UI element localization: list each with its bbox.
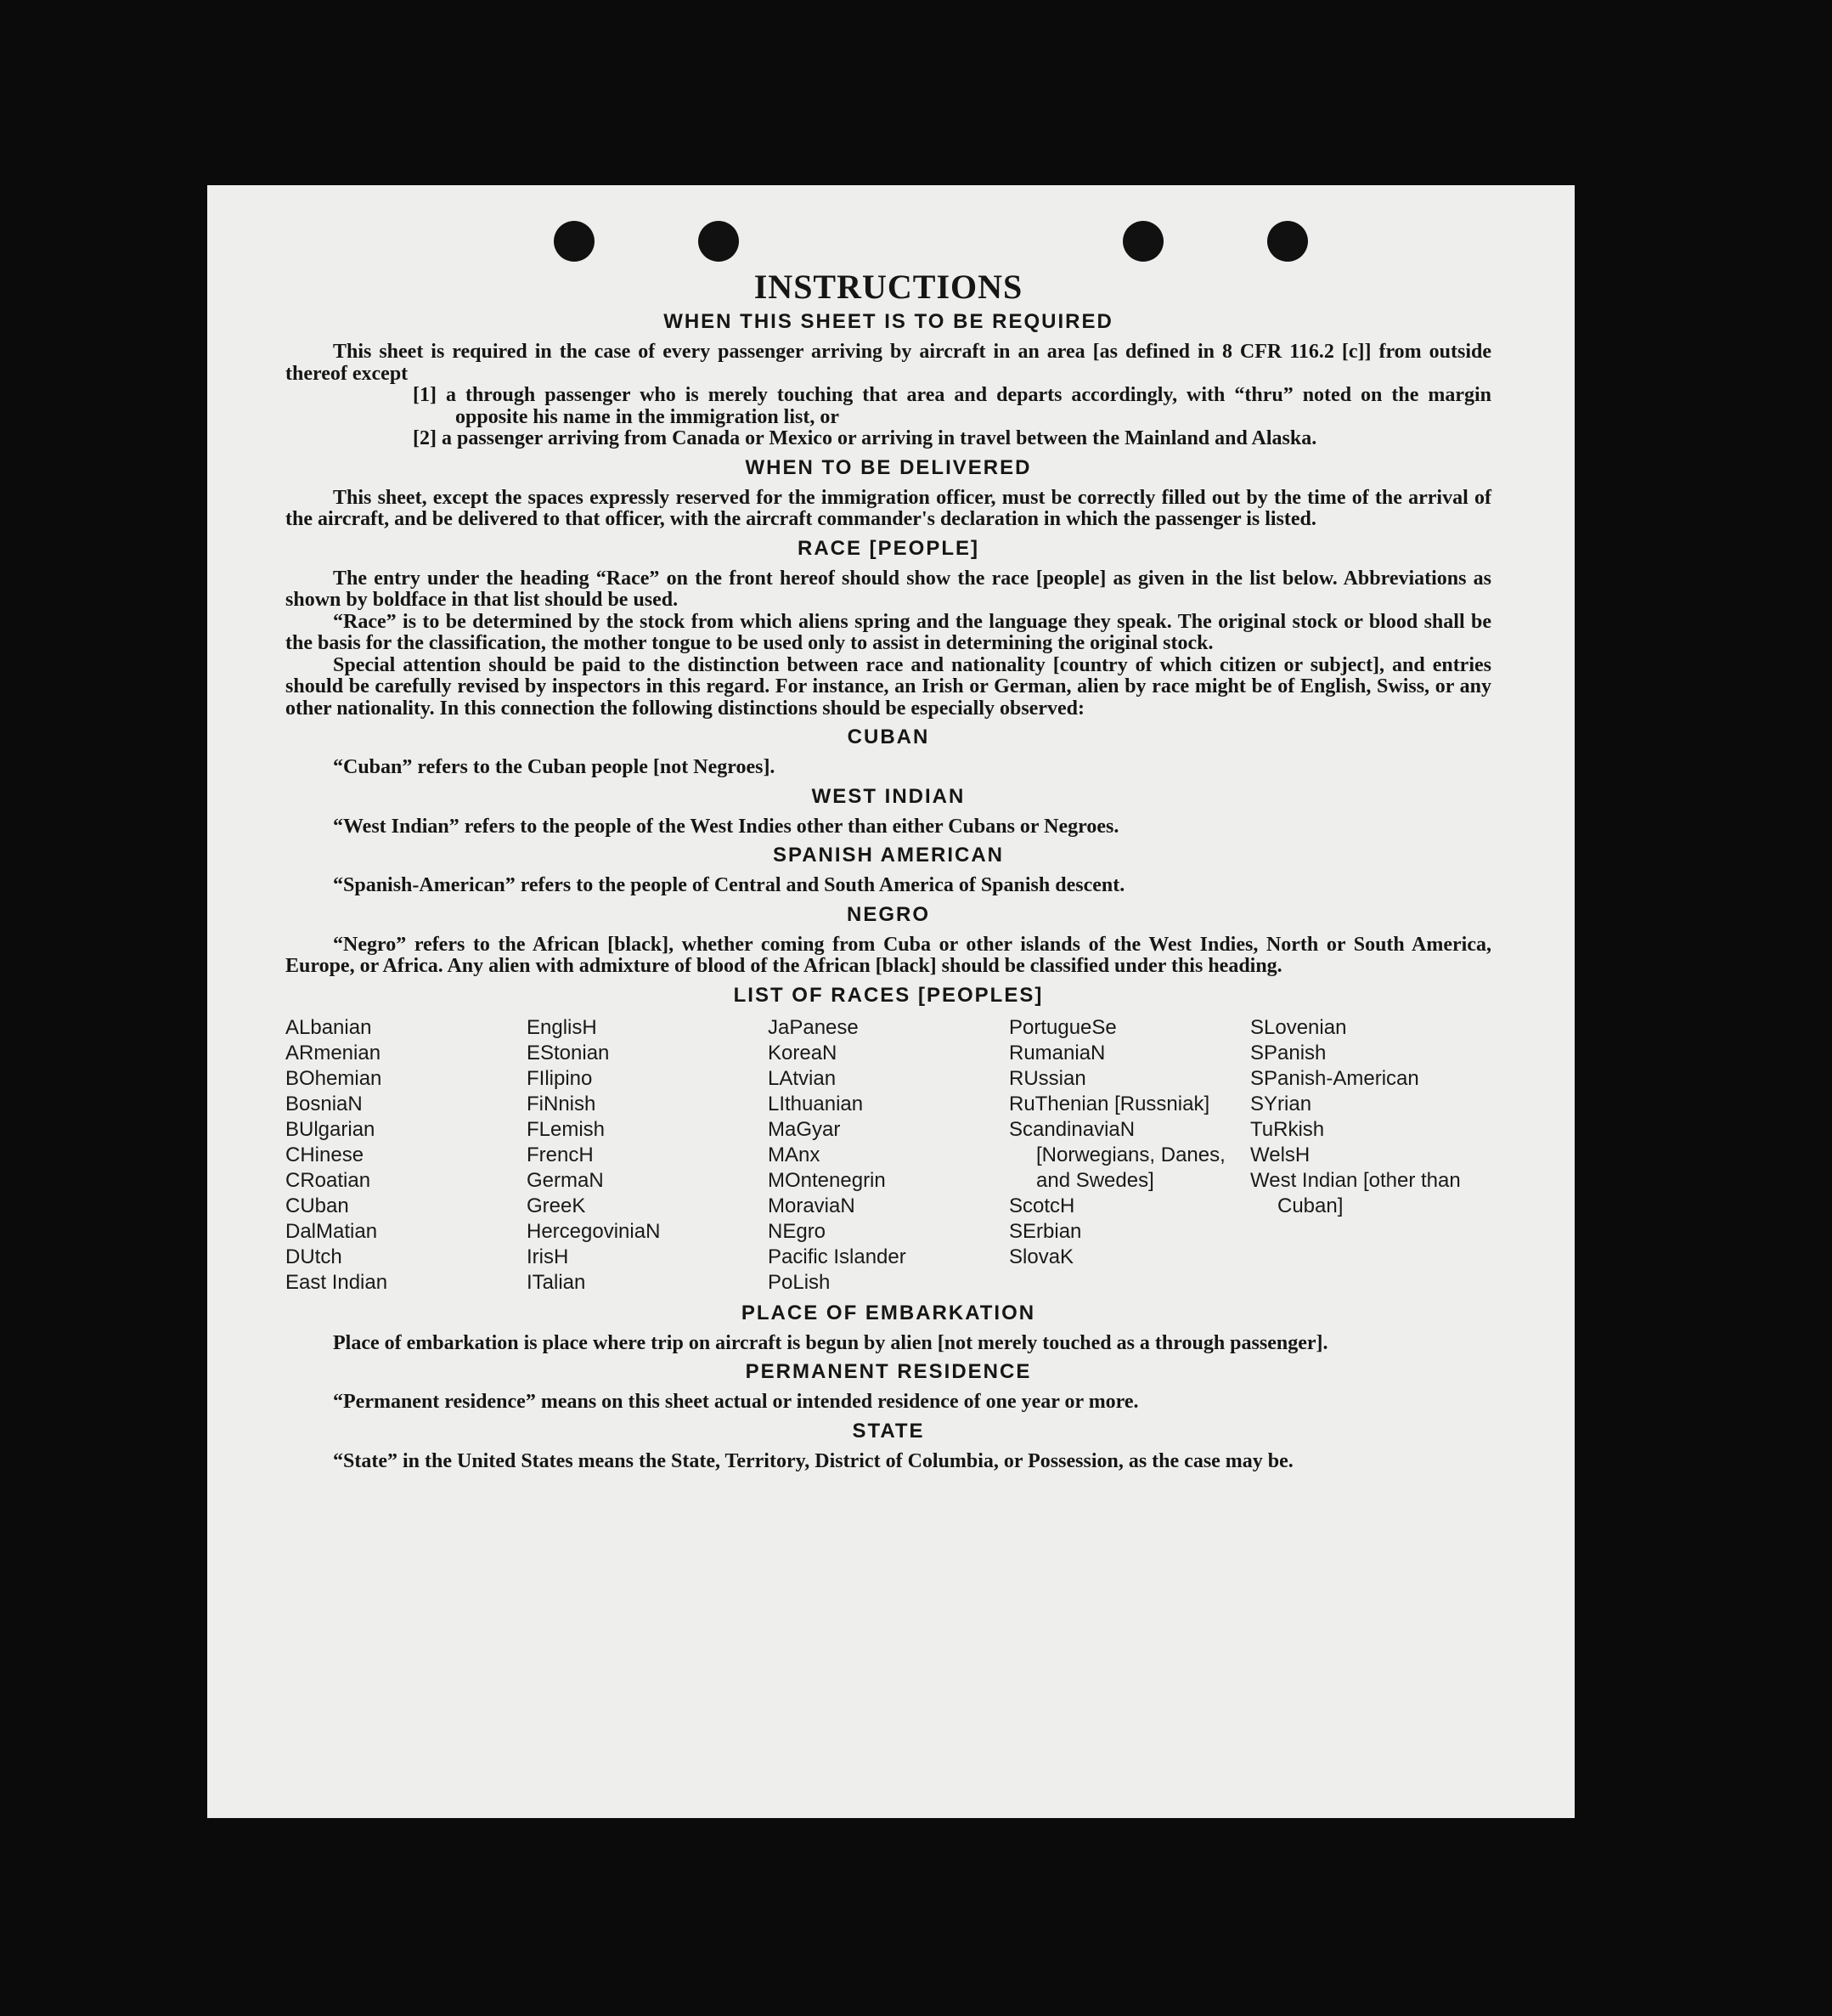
race-item: SPanish-American	[1250, 1066, 1419, 1090]
race-item: West Indian [other than Cuban]	[1250, 1168, 1461, 1217]
page-title: INSTRUCTIONS	[753, 268, 1023, 306]
instructions-body	[285, 268, 1491, 1472]
race-item: CRoatian	[285, 1168, 371, 1192]
race-item: EnglisH	[527, 1015, 597, 1039]
punch-hole	[698, 221, 739, 262]
race-item: LIthuanian	[768, 1092, 864, 1115]
race-item: KoreaN	[768, 1041, 837, 1064]
section-heading-races: LIST OF RACES [PEOPLES]	[733, 983, 1044, 1007]
race-item: MoraviaN	[768, 1194, 855, 1217]
race-item: ALbanian	[285, 1015, 372, 1039]
race-item: FrencH	[527, 1143, 594, 1166]
race-item: SErbian	[1009, 1219, 1082, 1243]
section-heading-embarkation: PLACE OF EMBARKATION	[741, 1301, 1036, 1324]
race-item: DalMatian	[285, 1219, 378, 1243]
race-item: SLovenian	[1250, 1015, 1347, 1039]
race-item: EStonian	[527, 1041, 610, 1064]
race-item: East Indian	[285, 1270, 388, 1294]
race-item: FLemish	[527, 1117, 606, 1141]
section-heading-residence: PERMANENT RESIDENCE	[745, 1360, 1032, 1383]
paragraph: This sheet is required in the case of every passenger arriving by aircraft in an area [as defined in 8 CFR 116.2 [c]] from outside thereof except	[285, 341, 1491, 385]
race-item: RuThenian [Russniak]	[1009, 1092, 1210, 1115]
race-item: JaPanese	[768, 1015, 859, 1039]
race-item: ARmenian	[285, 1041, 381, 1064]
race-item: ScandinaviaN [Norwegians, Danes, and Swedes]	[1009, 1117, 1226, 1192]
paragraph: Special attention should be paid to the distinction between race and nationality [country of which citizen or subject], and entries should be carefully revised by inspectors in this regard. For instance, an Irish or German, alien by race might be of English, Swiss, or any other nationality. In this connection the following distinctions should be especially observed:	[285, 653, 1491, 720]
section-heading-state: STATE	[852, 1419, 925, 1443]
race-item: CUban	[285, 1194, 349, 1217]
race-item: BOhemian	[285, 1066, 382, 1090]
section-heading-race: RACE [PEOPLE]	[797, 536, 979, 560]
races-column	[1009, 1015, 1250, 1296]
race-item: DUtch	[285, 1245, 342, 1268]
section-heading-delivered: WHEN TO BE DELIVERED	[745, 455, 1032, 479]
races-column	[768, 1015, 1009, 1296]
race-item: MOntenegrin	[768, 1168, 886, 1192]
exception-item: [1] a through passenger who is merely touching that area and departs accordingly, with “thru” noted on the margin opposite his name in the immigration list, or	[413, 384, 1491, 428]
section-heading-required: WHEN THIS SHEET IS TO BE REQUIRED	[663, 310, 1113, 333]
races-column	[285, 1015, 527, 1296]
race-item: SYrian	[1250, 1092, 1312, 1115]
race-item: ITalian	[527, 1270, 586, 1294]
race-item: RumaniaN	[1009, 1041, 1106, 1064]
paragraph: The entry under the heading “Race” on the front hereof should show the race [people] as given in the list below. Abbreviations as shown by boldface in that list should be used.	[285, 567, 1491, 611]
race-item: BUlgarian	[285, 1117, 375, 1141]
race-item: LAtvian	[768, 1066, 837, 1090]
paragraph: “West Indian” refers to the people of the West Indies other than either Cubans or Negroes.	[333, 815, 1119, 838]
race-item: MAnx	[768, 1143, 820, 1166]
races-list	[285, 1015, 1491, 1296]
race-item: SPanish	[1250, 1041, 1327, 1064]
paragraph: “Race” is to be determined by the stock from which aliens spring and the language they speak. The original stock or blood shall be the basis for the classification, the mother tongue to be used only to assist in determining the original stock.	[285, 610, 1491, 654]
punch-hole	[1123, 221, 1164, 262]
race-item: CHinese	[285, 1143, 364, 1166]
section-heading-spanish-american: SPANISH AMERICAN	[772, 844, 1004, 867]
race-item: RUssian	[1009, 1066, 1086, 1090]
section-heading-negro: NEGRO	[846, 902, 930, 926]
section-heading-cuban: CUBAN	[847, 726, 930, 748]
race-item: ScotcH	[1009, 1194, 1075, 1217]
race-item: GreeK	[527, 1194, 586, 1217]
paragraph: “Negro” refers to the African [black], whether coming from Cuba or other islands of the West Indies, North or South America, Europe, or Africa. Any alien with admixture of blood of the African [black] should be classified under this heading.	[285, 933, 1491, 977]
race-item: WelsH	[1250, 1143, 1311, 1166]
paragraph: This sheet, except the spaces expressly reserved for the immigration officer, must be correctly filled out by the time of the arrival of the aircraft, and be delivered to that officer, with the aircraft commander's declaration in which the passenger is listed.	[285, 486, 1491, 530]
race-item: FiNnish	[527, 1092, 596, 1115]
paragraph: “State” in the United States means the State, Territory, District of Columbia, or Possession, as the case may be.	[333, 1449, 1294, 1472]
race-item: PortugueSe	[1009, 1015, 1117, 1039]
races-column	[527, 1015, 768, 1296]
race-item: TuRkish	[1250, 1117, 1325, 1141]
exception-item: [2] a passenger arriving from Canada or Mexico or arriving in travel between the Mainland and Alaska.	[413, 427, 1317, 449]
race-item: Pacific Islander	[768, 1245, 906, 1268]
punch-hole	[554, 221, 595, 262]
race-item: HercegoviniaN	[527, 1219, 661, 1243]
document-sheet	[207, 185, 1575, 1818]
race-item: IrisH	[527, 1245, 569, 1268]
race-item: PoLish	[768, 1270, 831, 1294]
races-column	[1250, 1015, 1491, 1296]
punch-hole	[1267, 221, 1308, 262]
paragraph: “Permanent residence” means on this sheet actual or intended residence of one year or more.	[333, 1391, 1139, 1413]
paragraph: “Cuban” refers to the Cuban people [not Negroes].	[333, 756, 775, 778]
race-item: FIlipino	[527, 1066, 593, 1090]
race-item: SlovaK	[1009, 1245, 1074, 1268]
section-heading-west-indian: WEST INDIAN	[811, 784, 966, 808]
race-item: NEgro	[768, 1219, 826, 1243]
race-item: GermaN	[527, 1168, 604, 1192]
race-item: MaGyar	[768, 1117, 841, 1141]
paragraph: Place of embarkation is place where trip on aircraft is begun by alien [not merely touched as a through passenger].	[333, 1331, 1328, 1354]
paragraph: “Spanish-American” refers to the people of Central and South America of Spanish descent.	[333, 874, 1125, 896]
race-item: BosniaN	[285, 1092, 363, 1115]
